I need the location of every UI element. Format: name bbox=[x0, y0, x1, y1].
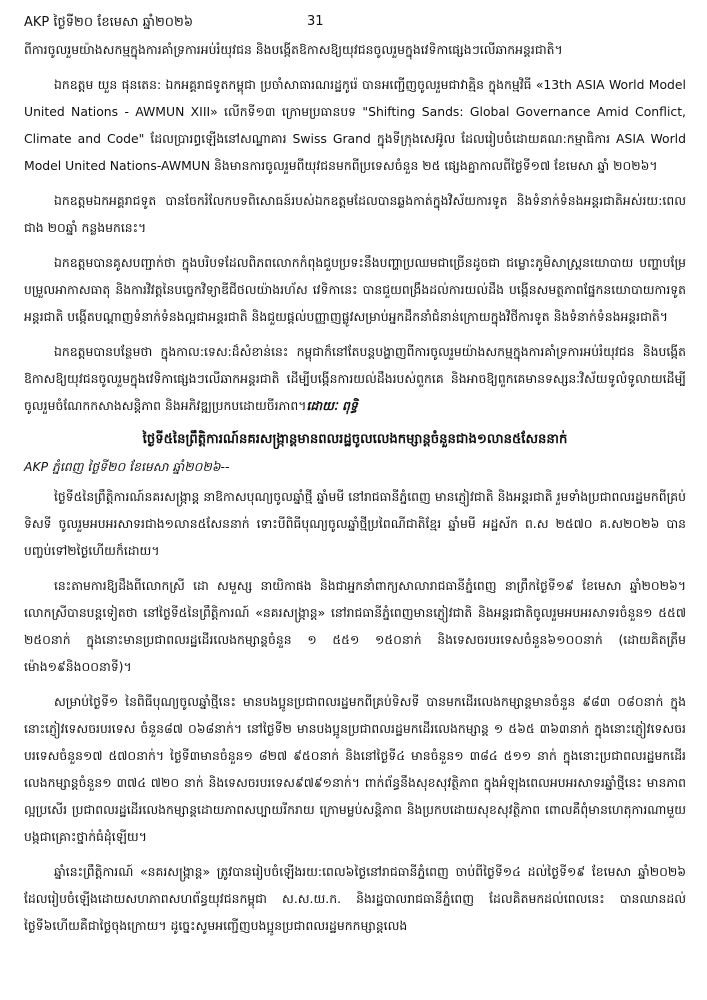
article1-byline: ដោយៈ ពុទ្ធិ bbox=[306, 398, 358, 413]
article1-paragraph-4-text: ឯកឧត្តមបានបន្ថែមថា ក្នុងកាល:ទេស:ដ៏សំខាន់នេះ កម្ពុជាក៏នៅតែបន្តបង្ហាញពីការចូលរួមយ៉ាងសកម្មក្នុងការគាំទ្រការអប់រំយុវជន និងបង្កើតឱកាសឱ្យយុវជនចូលរួមក្នុងវេទិកាផ្សេងៗលើឆាកអន្តរជាតិ ដើម្បីបង្កើនការយល់ដឹងរបស់ពួកគេ និងអាចឱ្យពួកគេមានទស្សនៈវិស័យទូលំទូលាយដើម្បីចូលរួមចំណែកកសាងសន្តិភាព និងអភិវឌ្ឍប្រកបដោយចីរភាព។ bbox=[24, 344, 686, 413]
article2-paragraph-4: ឆ្នាំនេះព្រឹត្តិការណ៍ «នគរសង្ក្រាន្ត» ត្រូវបានរៀបចំឡើងរយ:ពេល៦ថ្ងៃនៅរាជធានីភ្នំពេញ ចាប់ពីថ្ងៃទី១៤ ដល់ថ្ងៃទី១៩ ខែមេសា ឆ្នាំ២០២៦ ដែលរៀបចំឡើងដោយសហភាពសហព័ន្ធយុវជនកម្ពុជា ស.ស.យ.ក. និងរដ្ឋបាលរាជធានីភ្នំពេញ ដែលគិតមកដល់ពេលនេះ បានឈានដល់ថ្ងៃទី៦ហើយគឺជាថ្ងៃចុងក្រោយ។ ដូច្នេះសូមអញ្ជើញបងប្អូនប្រជាពលរដ្ឋមកកម្សាន្តលេង bbox=[24, 864, 686, 933]
header-source-date: AKP ថ្ងៃទី២០ ខែមេសា ឆ្នាំ២០២៦ bbox=[24, 15, 194, 30]
article2-paragraph-3: សម្រាប់ថ្ងៃទី១ នៃពិធីបុណ្យចូលឆ្នាំថ្មីនេះ មានបងប្អូនប្រជាពលរដ្ឋមកពីគ្រប់ទិសទី បានមកដើរលេងកម្សាន្តមានចំនួន ៩៨៣ ០៨០នាក់ ក្នុងនោះភ្ញៀវទេសចរបរទេស ចំនួន៨៧ ០៦៨នាក់។ នៅថ្ងៃទី២ មានបងប្អូនប្រជាពលរដ្ឋមកដើរលេងកម្សាន្ត ១ ៥៦៥ ៣៦៣នាក់ ក្នុងនោះភ្ញៀវទេសចរបរទេសចំនួន១៧ ៥៧០នាក់។ ថ្ងៃទី៣មានចំនួន១ ៨២៧ ៩៥០នាក់ និងនៅថ្ងៃទី៤ មានចំនួន១ ៣៨៤ ៥១១ នាក់ ក្នុងនោះប្រជាពលរដ្ឋមកដើរលេងកម្សាន្តចំនួន១ ៣៧៤ ៧២០ នាក់ និងទេសចរបរទេស៩៧៩១នាក់។ ពាក់ព័ន្ធនឹងសុខសុវត្ថិភាព ក្នុងអំឡុងពេលអបអរសាទរឆ្នាំថ្មីនេះ មានភាពល្អប្រសើរ ប្រជាពលរដ្ឋដើរលេងកម្សាន្តដោយភាពសប្បាយរីករាយ ក្រោមម្លប់សន្តិភាព និងប្រកបដោយសុខសុវត្ថិភាព ពោលគឺពុំមានហេតុការណាមួយ បង្កជាគ្រោះថ្នាក់ធំដុំឡើយ។ bbox=[24, 694, 686, 844]
document-body bbox=[24, 36, 686, 947]
article2-dateline: AKP ភ្នំពេញ ថ្ងៃទី២០ ខែមេសា ឆ្នាំ២០២៦-- bbox=[24, 459, 230, 474]
article1-paragraph-1: ឯកឧត្តម យួន ផុនតេន: ឯកអគ្គរាជទូតកម្ពុជា ប្រចាំសាធារណរដ្ឋកូរ៉េ បានអញ្ជើញចូលរួមជាវាគ្មិន ក្នុងកម្មវិធី «13th ASIA World Model United Nations - AWMUN XIII» លើកទី១៣ ក្រោមប្រធានបទ "Shifting Sands: Global Governance Amid Conflict, Climate and Code" ដែលប្រារព្ធឡើងនៅសណ្ឋាគារ Swiss Grand ក្នុងទីក្រុងសេអ៊ូល ដែលរៀបចំដោយគណ:កម្មាធិការ ASIA World Model United Nations-AWMUN និងមានការចូលរួមពីយុវជនមកពីប្រទេសចំនួន ២៥ ផ្សេងគ្នាកាលពីថ្ងៃទី១៧ ខែមេសា ឆ្នាំ ២០២៦។ bbox=[24, 77, 686, 173]
page-header bbox=[24, 10, 684, 34]
article1-paragraph-2: ឯកឧត្តមឯកអគ្គរាជទូត បានចែករំលែកបទពិសោធន៍របស់ឯកឧត្តមដែលបានឆ្លងកាត់ក្នុងវិស័យការទូត និងទំនាក់ទំនងអន្តរជាតិអស់រយ:ពេលជាង ២០ឆ្នាំ កន្លងមកនេះ។ bbox=[24, 193, 686, 235]
article1-paragraph-4 bbox=[24, 338, 686, 419]
article2-headline: ថ្ងៃទី៥នៃព្រឹត្តិការណ៍នគរសង្ក្រាន្តមានពលរដ្ឋចូលលេងកម្សាន្តចំនួនជាង១លាន៥សែននាក់ bbox=[142, 432, 568, 447]
page-number: 31 bbox=[307, 14, 324, 29]
article1-paragraph-3: ឯកឧត្តមបានគូសបញ្ជាក់ថា ក្នុងបរិបទដែលពិភពលោកកំពុងជួបប្រទះនឹងបញ្ហាប្រឈមជាច្រើនដូចជា ជម្លោះភូមិសាស្ត្រនយោបាយ បញ្ហាបម្រែបម្រួលអាកាសធាតុ និងការវិវត្តនៃបច្ចេកវិទ្យាឌីជីថលយ៉ាងរហ័ស វេទិកានេះ បានជួយពង្រឹងដល់ការយល់ដឹង បង្កើនសមត្ថភាពផ្នែកនយោបាយការទូតអន្តរជាតិ បង្កើតបណ្តាញទំនាក់ទំនងល្អជាអន្តរជាតិ និងជួយផ្តល់បញ្ញាញផ្លូវសម្រាប់អ្នកដឹកនាំជំនាន់ក្រោយក្នុងវិថីការទូត និងទំនាក់ទំនងអន្តរជាតិ។ bbox=[24, 255, 686, 324]
article2-paragraph-1: ថ្ងៃទី៥នៃព្រឹត្តិការណ៍នគរសង្ក្រាន្ត នាឱកាសបុណ្យចូលឆ្នាំថ្មី ឆ្នាំមមី នៅរាជធានីភ្នំពេញ មានភ្ញៀវជាតិ និងអន្តរជាតិ រួមទាំងប្រជាពលរដ្ឋមកពីគ្រប់ទិសទី ចូលរួមអបអរសាទរជាង១លាន៥សែននាក់ ទោះបីពិធីបុណ្យចូលឆ្នាំថ្មីប្រពៃណីជាតិខ្មែរ ឆ្នាំមមី អដ្ឋស័ក ព.ស ២៥៧០ គ.ស២០២៦ បានបញ្ចប់ទៅ២ថ្ងៃហើយក៏ដោយ។ bbox=[24, 489, 686, 558]
article2-paragraph-2: នេះតាមការឱ្យដឹងពីលោកស្រី ដោ សមួស្ស នាយិកាផង និងជាអ្នកនាំពាក្យសាលារាជធានីភ្នំពេញ នាព្រឹកថ្ងៃទី១៩ ខែមេសា ឆ្នាំ២០២៦។ លោកស្រីបានបន្តទៀតថា នៅថ្ងៃទី៥នៃព្រឹត្តិការណ៍ «នគរសង្ក្រាន្ត» នៅរាជធានីភ្នំពេញមានភ្ញៀវជាតិ និងអន្តរជាតិចូលរួមអបអរសាទរចំនួន១ ៥៥៧ ២៥០នាក់ ក្នុងនោះមានប្រជាពលរដ្ឋដើរលេងកម្សាន្តចំនួន ១ ៥៥១ ១៥០នាក់ និងទេសចរបរទេសចំនួន៦១០០នាក់ (ដោយគិតត្រឹមម៉ោង១៩និង០០នាទី)។ bbox=[24, 578, 686, 674]
article1-continuation: ពីការចូលរួមយ៉ាងសកម្មក្នុងការគាំទ្រការអប់រំយុវជន និងបង្កើតឱកាសឱ្យយុវជនចូលរួមក្នុងវេទិកាផ្សេងៗលើឆាកអន្តរជាតិ។ bbox=[24, 42, 563, 57]
